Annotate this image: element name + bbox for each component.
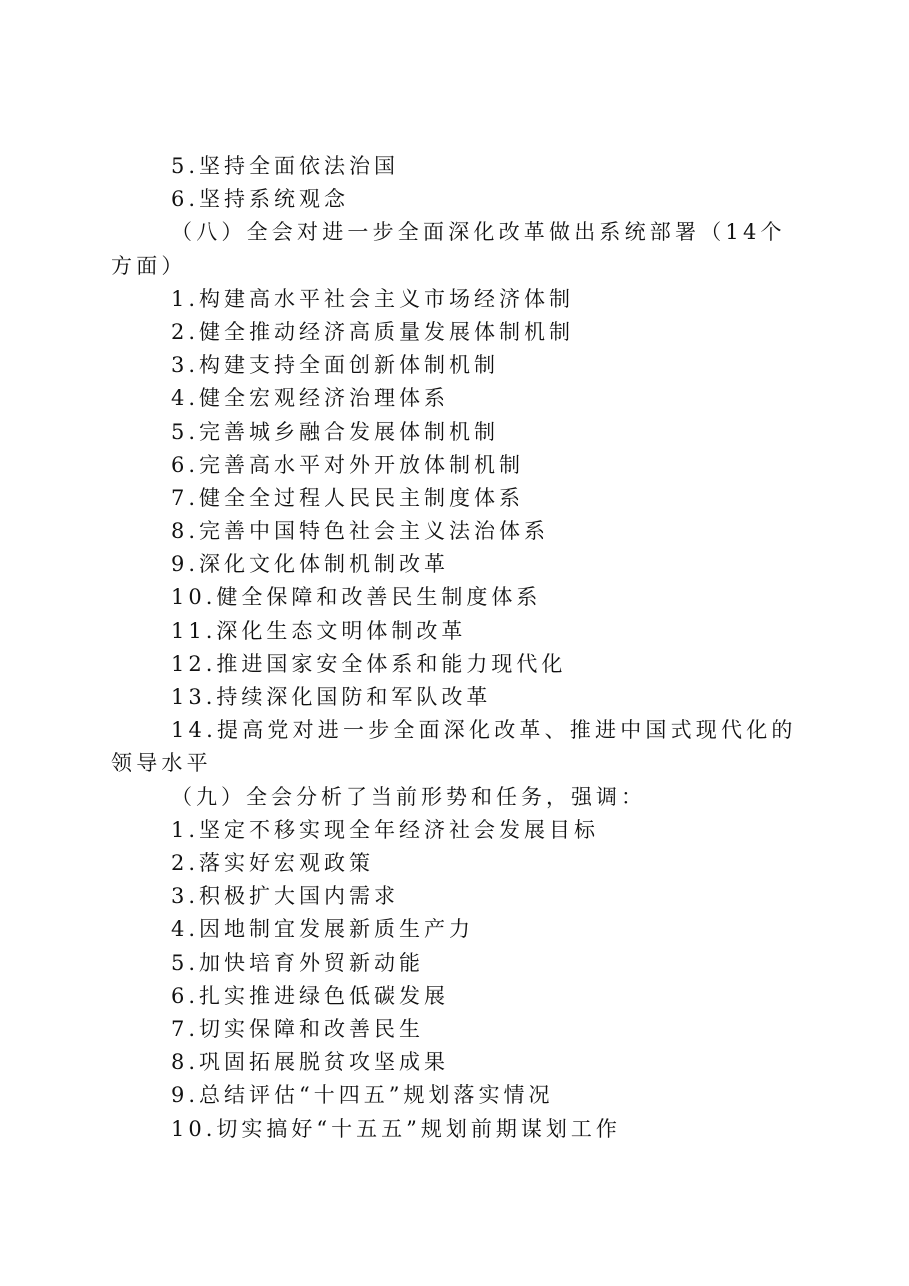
list-item: 1.构建高水平社会主义市场经济体制 (171, 286, 575, 311)
list-item: 4.因地制宜发展新质生产力 (171, 917, 475, 942)
list-item: 11.深化生态文明体制改革 (171, 618, 467, 643)
list-item: 5.加快培育外贸新动能 (171, 950, 425, 975)
list-item: 8.巩固拓展脱贫攻坚成果 (171, 1050, 450, 1075)
list-item: 2.健全推动经济高质量发展体制机制 (171, 319, 575, 344)
section-heading-8: （八）全会对进一步全面深化改革做出系统部署（14个方面） (111, 220, 786, 278)
list-item: 9.总结评估“十四五”规划落实情况 (171, 1083, 554, 1108)
list-item: 6.扎实推进绿色低碳发展 (171, 983, 450, 1008)
list-item: 6.完善高水平对外开放体制机制 (171, 452, 525, 477)
list-item: 9.深化文化体制机制改革 (171, 552, 450, 577)
list-item: 3.积极扩大国内需求 (171, 884, 400, 909)
list-item: 7.健全全过程人民民主制度体系 (171, 485, 525, 510)
list-item: 13.持续深化国防和军队改革 (171, 685, 492, 710)
list-item: 10.切实搞好“十五五”规划前期谋划工作 (171, 1116, 621, 1141)
list-item: 5.坚持全面依法治国 (171, 154, 400, 178)
list-item: 12.推进国家安全体系和能力现代化 (171, 651, 567, 676)
list-item: 5.完善城乡融合发展体制机制 (171, 419, 500, 444)
list-item: 1.坚定不移实现全年经济社会发展目标 (171, 817, 600, 842)
list-item: 3.构建支持全面创新体制机制 (171, 353, 500, 378)
list-item-wrapped: 14.提高党对进一步全面深化改革、推进中国式现代化的领导水平 (111, 718, 797, 776)
list-item: 7.切实保障和改善民生 (171, 1016, 425, 1041)
list-item: 2.落实好宏观政策 (171, 851, 375, 875)
list-item: 4.健全宏观经济治理体系 (171, 386, 450, 411)
document-body (111, 150, 801, 1146)
section-heading-9: （九）全会分析了当前形势和任务，强调： (171, 784, 646, 809)
list-item: 10.健全保障和改善民生制度体系 (171, 585, 542, 610)
list-item: 8.完善中国特色社会主义法治体系 (171, 519, 550, 544)
list-item: 6.坚持系统观念 (171, 187, 350, 212)
